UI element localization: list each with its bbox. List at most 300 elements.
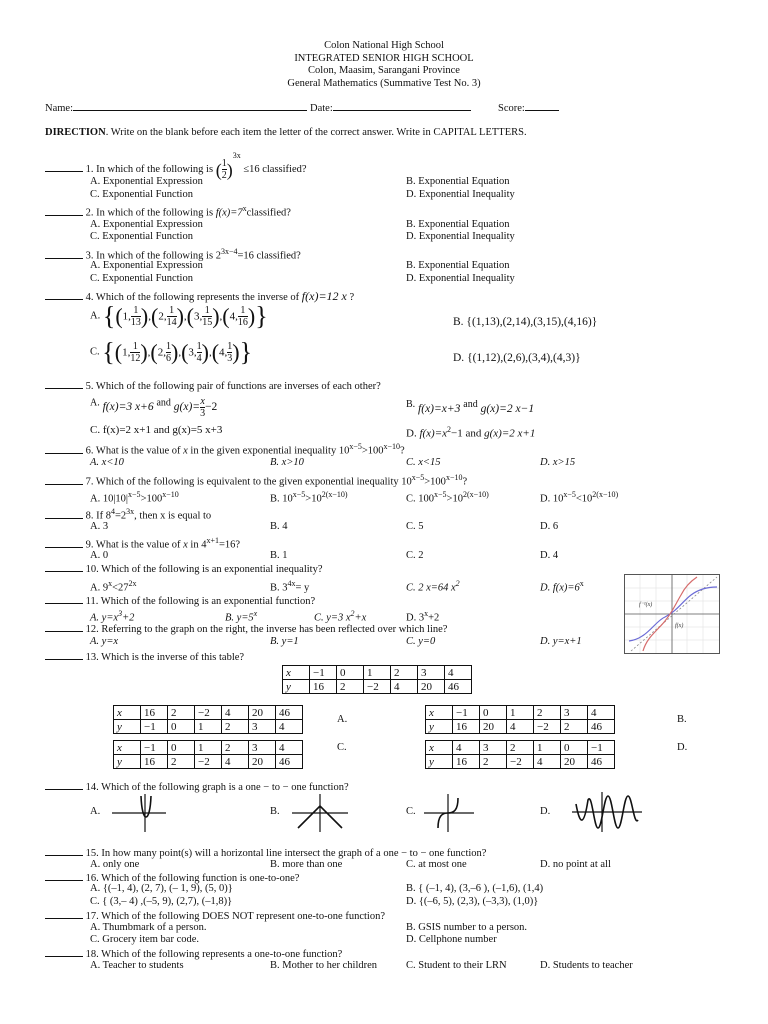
table-cell: 3	[561, 706, 588, 720]
q18-option-b[interactable]: B. Mother to her children	[270, 960, 378, 971]
q16-option-b[interactable]: B. { (–1, 4), (3,–6 ), (–1,6), (1,4)	[406, 883, 544, 894]
question-12	[45, 622, 447, 636]
q5-option-c[interactable]: C. f(x)=2 x+1 and g(x)=5 x+3	[90, 424, 223, 436]
table-cell: −2	[364, 680, 391, 694]
answer-blank-5[interactable]	[45, 379, 83, 389]
table-cell: 2	[480, 755, 507, 769]
q6-option-c[interactable]: C. x<15	[406, 457, 441, 468]
comma: ,	[199, 310, 203, 323]
paren: )	[140, 303, 149, 329]
answer-blank-6[interactable]	[45, 444, 83, 454]
q6-var: x	[183, 445, 188, 457]
paren: )	[232, 339, 240, 365]
score-field[interactable]	[498, 101, 559, 115]
question-4	[45, 290, 354, 304]
pair-x: 4	[219, 346, 225, 359]
q18-option-d[interactable]: D. Students to teacher	[540, 960, 633, 971]
answer-blank-15[interactable]	[45, 846, 83, 856]
direction-text: . Write on the blank before each item the letter of the correct answer. Write in CAPITAL LETTERS.	[105, 127, 527, 138]
q9-base: 4	[201, 539, 207, 551]
question-10	[45, 562, 323, 576]
q7-d-gt: <10	[575, 493, 593, 505]
q4-a-label: A.	[90, 310, 101, 322]
q10-d-base: D. f(x)=6	[540, 582, 580, 594]
q7-lexp: x−5	[411, 473, 425, 482]
table-cell: 2	[507, 741, 534, 755]
q14-option-c[interactable]: C.	[406, 806, 416, 817]
q2-option-b[interactable]: B. Exponential Equation	[406, 219, 510, 230]
ordered-pair	[181, 339, 209, 365]
table-cell: 1	[534, 741, 561, 755]
answer-blank-18[interactable]	[45, 947, 83, 957]
paren: (	[150, 303, 159, 329]
address: Colon, Maasim, Sarangani Province	[308, 65, 460, 76]
question-8	[45, 506, 211, 523]
answer-blank-4[interactable]	[45, 290, 83, 300]
ordered-pair	[150, 303, 184, 329]
q6-option-d[interactable]: D. x>15	[540, 457, 576, 468]
q7-option-c[interactable]	[406, 489, 489, 506]
q17-option-a[interactable]: A. Thumbmark of a person.	[90, 922, 207, 933]
q9-rhs: =16	[218, 539, 236, 551]
q9-tail: ?	[235, 539, 241, 551]
q17-stem: 17. Which of the following DOES NOT represent one-to-one function?	[85, 911, 385, 922]
q4-option-b[interactable]	[453, 316, 597, 328]
graph-label-inverse: f⁻¹(x)	[639, 602, 653, 608]
question-9	[45, 535, 240, 552]
q14-graph-c	[424, 794, 474, 832]
q11-b-e: x	[253, 609, 258, 618]
table-cell: 16	[453, 720, 480, 734]
q5-a-label: A.	[90, 397, 100, 409]
q10-c-base: C. 2 x=64 x	[406, 582, 456, 594]
q7-a-e2: x−10	[162, 490, 179, 499]
table-cell: 1	[195, 741, 222, 755]
q8-e1: 4	[111, 507, 115, 516]
table-cell: 4	[534, 755, 561, 769]
q8-tail: , then x is equal to	[134, 510, 212, 522]
comma: ,	[147, 346, 151, 359]
fraction-num: 1	[131, 305, 141, 317]
q13-option-a[interactable]: A.	[337, 714, 348, 725]
test-title: General Mathematics (Summative Test No. 3)	[287, 78, 481, 89]
q14-graph-a	[112, 794, 166, 832]
q10-option-b[interactable]	[270, 578, 309, 595]
q11-c-base: C. y=3 x	[314, 612, 351, 624]
q2-option-a[interactable]: A. Exponential Expression	[90, 219, 203, 230]
q9-option-a[interactable]: A. 0	[90, 550, 109, 561]
q2-option-c[interactable]: C. Exponential Function	[90, 231, 193, 242]
table-header-cell: x	[426, 741, 453, 755]
fraction	[131, 305, 141, 328]
table-cell: −2	[534, 720, 561, 734]
date-blank[interactable]	[333, 101, 471, 111]
q2-option-d[interactable]: D. Exponential Inequality	[406, 231, 515, 242]
q3-option-b[interactable]: B. Exponential Equation	[406, 260, 510, 271]
direction	[45, 127, 527, 139]
table-cell: 46	[276, 706, 303, 720]
q13-option-b-table	[425, 705, 615, 734]
answer-blank-17[interactable]	[45, 909, 83, 919]
fraction-den: 13	[130, 317, 141, 328]
q13-option-a-table	[113, 705, 303, 734]
q3-option-a[interactable]: A. Exponential Expression	[90, 260, 203, 271]
answer-blank-7[interactable]	[45, 475, 83, 485]
table-row	[426, 755, 615, 769]
answer-blank-10[interactable]	[45, 562, 83, 572]
set-brace-close: }	[255, 301, 268, 331]
q6-lhs: 10	[338, 445, 350, 457]
q14-option-d[interactable]: D.	[540, 806, 551, 817]
name-label: Name:	[45, 103, 73, 114]
question-14	[45, 780, 349, 794]
q14-stem: 14. Which of the following graph is a one − to − one function?	[85, 782, 349, 793]
comma: ,	[208, 346, 212, 359]
table-cell: 4	[276, 720, 303, 734]
fraction-den: 15	[202, 317, 213, 328]
table-cell: 46	[445, 680, 472, 694]
fraction	[167, 305, 177, 328]
answer-blank-14[interactable]	[45, 780, 83, 790]
q2-exp: x	[242, 204, 247, 213]
comma: ,	[183, 310, 187, 323]
question-18	[45, 947, 342, 961]
table-cell: 2	[337, 680, 364, 694]
q8-option-b[interactable]: B. 4	[270, 521, 288, 532]
q12-option-d[interactable]: D. y=x+1	[540, 636, 582, 647]
q18-option-c[interactable]: C. Student to their LRN	[406, 960, 507, 971]
q7-b-gt: >10	[305, 493, 322, 505]
answer-blank-12[interactable]	[45, 622, 83, 632]
pair-x: 1	[122, 346, 128, 359]
table-cell: 20	[561, 755, 588, 769]
ordered-pair	[186, 303, 220, 329]
q10-b-base: B. 3	[270, 582, 288, 594]
inverse-function-graph	[624, 574, 720, 654]
question-5	[45, 379, 381, 393]
fraction-num: 1	[238, 305, 248, 317]
answer-blank-1[interactable]	[45, 162, 83, 172]
q9-option-d[interactable]: D. 4	[540, 550, 559, 561]
table-row	[426, 720, 615, 734]
q6-stem: 6. What is the value of	[85, 445, 181, 457]
table-cell: −2	[195, 755, 222, 769]
table-cell: 20	[249, 755, 276, 769]
q5-option-d[interactable]	[406, 424, 535, 440]
table-header-cell: y	[426, 755, 453, 769]
q1-option-d[interactable]: D. Exponential Inequality	[406, 189, 515, 200]
set-brace-close: }	[239, 337, 253, 367]
q17-option-d[interactable]: D. Cellphone number	[406, 934, 497, 945]
q5-option-a[interactable]	[90, 396, 217, 419]
q16-option-d[interactable]: D. {(–6, 5), (2,3), (–3,3), (1,0)}	[406, 896, 539, 907]
fraction-num: 1	[165, 341, 171, 352]
table-row	[283, 680, 472, 694]
table-cell: 2	[222, 741, 249, 755]
q4-a-set	[102, 301, 268, 331]
q6-gt: >100	[361, 445, 384, 457]
q4-option-c[interactable]	[90, 337, 253, 377]
answer-blank-16[interactable]	[45, 871, 83, 881]
q10-option-a[interactable]	[90, 578, 137, 595]
comma: ,	[128, 310, 131, 323]
q15-option-b[interactable]: B. more than one	[270, 859, 343, 870]
q12-option-a[interactable]: A. y=x	[90, 636, 119, 647]
name-blank[interactable]	[73, 101, 307, 111]
q17-option-c[interactable]: C. Grocery item bar code.	[90, 934, 200, 945]
ordered-pair	[114, 339, 148, 365]
q7-lhs: 10	[401, 476, 412, 488]
table-cell: −2	[507, 755, 534, 769]
fraction-den: 3	[227, 353, 233, 364]
q3-stem: 3. In which of the following is	[85, 250, 214, 262]
q4-b-label: B.	[453, 316, 464, 328]
q13-given-table	[282, 665, 472, 694]
table-header-cell: x	[114, 741, 141, 755]
table-cell: 3	[418, 666, 445, 680]
table-cell: −2	[195, 706, 222, 720]
table-cell: 20	[480, 720, 507, 734]
comma: ,	[219, 310, 223, 323]
q5-b-f: f(x)=x+3	[418, 402, 461, 415]
fraction-num: 1	[227, 341, 233, 352]
q7-c-gt: >10	[446, 493, 463, 505]
pair-x: 2	[157, 346, 164, 359]
table-cell: 4	[588, 706, 615, 720]
q9-var: x	[183, 539, 188, 551]
answer-blank-13[interactable]	[45, 650, 83, 660]
question-7	[45, 472, 467, 489]
table-cell: 20	[249, 706, 276, 720]
paren: )	[247, 303, 256, 329]
ordered-pair	[211, 339, 240, 365]
comma: ,	[235, 310, 238, 323]
direction-label: DIRECTION	[45, 127, 106, 138]
q15-option-d[interactable]: D. no point at all	[540, 859, 611, 870]
q7-c-base: C. 100	[406, 493, 435, 505]
q3-option-d[interactable]: D. Exponential Inequality	[406, 273, 515, 284]
question-13	[45, 650, 244, 664]
q10-b-e: 4x	[287, 579, 296, 588]
q10-a-base: A. 9	[90, 582, 109, 594]
q16-option-a[interactable]: A. {(–1, 4), (2, 7), (– 1, 9), (5, 0)}	[90, 883, 233, 894]
q18-option-a[interactable]: A. Teacher to students	[90, 960, 184, 971]
score-blank[interactable]	[525, 101, 559, 111]
graph-curve	[141, 796, 151, 817]
q15-option-c[interactable]: C. at most one	[406, 859, 467, 870]
question-6	[45, 441, 405, 458]
q4-expr: f(x)=12 x	[301, 289, 347, 303]
table-cell: 2	[391, 666, 418, 680]
q7-option-d[interactable]	[540, 489, 618, 506]
q17-option-b[interactable]: B. GSIS number to a person.	[406, 922, 528, 933]
table-cell: 0	[480, 706, 507, 720]
q10-option-c[interactable]	[406, 578, 460, 595]
comma: ,	[224, 346, 228, 359]
q11-d-t: +2	[428, 612, 440, 624]
q6-option-a[interactable]: A. x<10	[90, 457, 124, 468]
q10-option-d[interactable]	[540, 578, 584, 595]
fraction-den: 6	[165, 353, 171, 364]
fraction-den: 4	[196, 353, 202, 364]
q9-exp: x+1	[206, 536, 219, 545]
q5-d-g: g(x)=2 x+1	[484, 427, 536, 440]
q2-stem: 2. In which of the following is	[85, 207, 214, 219]
fraction-den: 14	[166, 317, 177, 328]
q7-d-e2: 2(x−10)	[592, 490, 619, 499]
q11-a-base: A. y=x	[90, 612, 119, 624]
table-cell: 46	[588, 720, 615, 734]
q7-c-e2: 2(x−10)	[462, 490, 489, 499]
q15-option-a[interactable]: A. only one	[90, 859, 140, 870]
fraction-num: 1	[167, 305, 177, 317]
q13-option-c-table	[113, 740, 303, 769]
fraction-num: 1	[130, 341, 140, 353]
table-cell: 0	[168, 741, 195, 755]
table-cell: 4	[445, 666, 472, 680]
q11-d-e: x	[424, 609, 429, 618]
q7-b-e1: x−5	[292, 490, 306, 499]
question-11	[45, 594, 315, 608]
fraction-den: 12	[130, 353, 141, 364]
q5-a-g2: −2	[205, 401, 218, 414]
q4-d-label: D.	[453, 352, 465, 364]
q4-option-d[interactable]	[453, 352, 581, 364]
fraction-den: 16	[237, 317, 248, 328]
answer-blank-9[interactable]	[45, 538, 83, 548]
comma: ,	[148, 310, 151, 323]
table-cell: 20	[418, 680, 445, 694]
table-cell: 3	[480, 741, 507, 755]
q13-option-d[interactable]: D.	[677, 742, 688, 753]
table-cell: −1	[141, 741, 168, 755]
q13-stem: 13. Which is the inverse of this table?	[85, 652, 245, 663]
q11-a-t: +2	[122, 612, 135, 624]
table-row	[114, 720, 303, 734]
q1-stem: 1. In which of the following is	[85, 164, 214, 175]
q1-tail: ≤16 classified?	[243, 164, 307, 175]
table-header-cell: x	[114, 706, 141, 720]
answer-blank-3[interactable]	[45, 249, 83, 259]
paren: (	[150, 339, 158, 365]
graph-label-f: f(x)	[675, 623, 684, 629]
table-cell: 2	[168, 706, 195, 720]
q7-option-b[interactable]	[270, 489, 348, 506]
q16-stem: 16. Which of the following function is one-to-one?	[85, 873, 300, 884]
q2-tail: classified?	[246, 207, 291, 219]
table-cell: 0	[168, 720, 195, 734]
q1-option-a[interactable]: A. Exponential Expression	[90, 176, 203, 187]
q12-stem: 12. Referring to the graph on the right, the inverse has been reflected over which line?	[85, 624, 448, 635]
q6-tail: ?	[400, 445, 405, 457]
date-field[interactable]	[310, 101, 471, 115]
q14-graph-b	[292, 794, 348, 832]
q4-c-set	[102, 337, 253, 367]
table-cell: 16	[310, 680, 337, 694]
q3-exp: 3x−4	[220, 247, 238, 256]
q9-option-c[interactable]: C. 2	[406, 550, 424, 561]
q5-b-label: B.	[406, 399, 416, 410]
table-cell: 0	[337, 666, 364, 680]
q12-option-b[interactable]: B. y=1	[270, 636, 299, 647]
table-cell: 4	[222, 706, 249, 720]
q8-option-a[interactable]: A. 3	[90, 521, 109, 532]
q3-option-c[interactable]: C. Exponential Function	[90, 273, 193, 284]
q8-option-d[interactable]: D. 6	[540, 521, 559, 532]
table-header-cell: y	[114, 755, 141, 769]
q11-d-base: D. 3	[406, 612, 425, 624]
paren: (	[211, 339, 220, 365]
q8-option-c[interactable]: C. 5	[406, 521, 424, 532]
q5-option-b[interactable]	[406, 399, 534, 415]
q13-option-b[interactable]: B.	[677, 714, 687, 725]
table-cell: 2	[168, 755, 195, 769]
q1-option-c[interactable]: C. Exponential Function	[90, 189, 193, 200]
q16-option-c[interactable]: C. { (3,– 4) ,(–5, 9), (2,7), (–1,8)}	[90, 896, 233, 907]
q4-tail: ?	[349, 292, 355, 303]
table-cell: 46	[588, 755, 615, 769]
q6-lexp: x−5	[349, 442, 362, 451]
pair-x: 1	[122, 310, 129, 323]
paren: )	[170, 339, 179, 365]
name-field[interactable]	[45, 101, 307, 115]
q14-option-a[interactable]: A.	[90, 806, 101, 817]
comma: ,	[163, 346, 166, 359]
q7-tail: ?	[462, 476, 468, 488]
q5-a-g: g(x)=	[173, 401, 201, 414]
q9-option-b[interactable]: B. 1	[270, 550, 288, 561]
table-cell: 3	[249, 720, 276, 734]
q4-stem: 4. Which of the following represents the inverse of	[85, 292, 300, 303]
q4-option-a[interactable]	[90, 301, 268, 341]
q10-a-e: x	[108, 579, 113, 588]
answer-blank-2[interactable]	[45, 206, 83, 216]
q5-b-and: and	[463, 399, 478, 410]
q9-mid: in	[190, 539, 199, 551]
pair-x: 3	[193, 310, 200, 323]
answer-blank-11[interactable]	[45, 594, 83, 604]
comma: ,	[178, 346, 182, 359]
table-cell: 1	[364, 666, 391, 680]
q13-option-c[interactable]: C.	[337, 742, 347, 753]
q8-base: 8	[105, 510, 111, 522]
q18-stem: 18. Which of the following represents a one-to-one function?	[85, 949, 343, 960]
q6-option-b[interactable]: B. x>10	[270, 457, 304, 468]
paren: (	[186, 303, 194, 329]
table-row	[114, 741, 303, 755]
pair-x: 3	[188, 346, 194, 359]
table-header-cell: x	[283, 666, 310, 680]
q7-rexp: x−10	[445, 473, 463, 482]
answer-blank-8[interactable]	[45, 509, 83, 519]
q7-a-gt: >100	[140, 493, 163, 505]
set-brace-open: {	[102, 301, 116, 331]
fraction	[127, 341, 141, 364]
table-cell: −1	[588, 741, 615, 755]
q14-option-b[interactable]: B.	[270, 806, 280, 817]
q1-paren: (	[215, 159, 222, 180]
q10-a-e2: 2x	[128, 579, 137, 588]
q11-b-base: B. y=5	[225, 612, 254, 624]
pair-x: 4	[229, 310, 236, 323]
fraction	[238, 305, 248, 328]
q12-option-c[interactable]: C. y=0	[406, 636, 436, 647]
q4-c-label: C.	[90, 346, 100, 358]
q8-e3: 3x	[126, 507, 135, 516]
q7-stem: 7. Which of the following is equivalent to the given exponential inequality	[85, 476, 399, 488]
q7-option-a[interactable]	[90, 489, 179, 506]
q1-option-b[interactable]: B. Exponential Equation	[406, 176, 510, 187]
